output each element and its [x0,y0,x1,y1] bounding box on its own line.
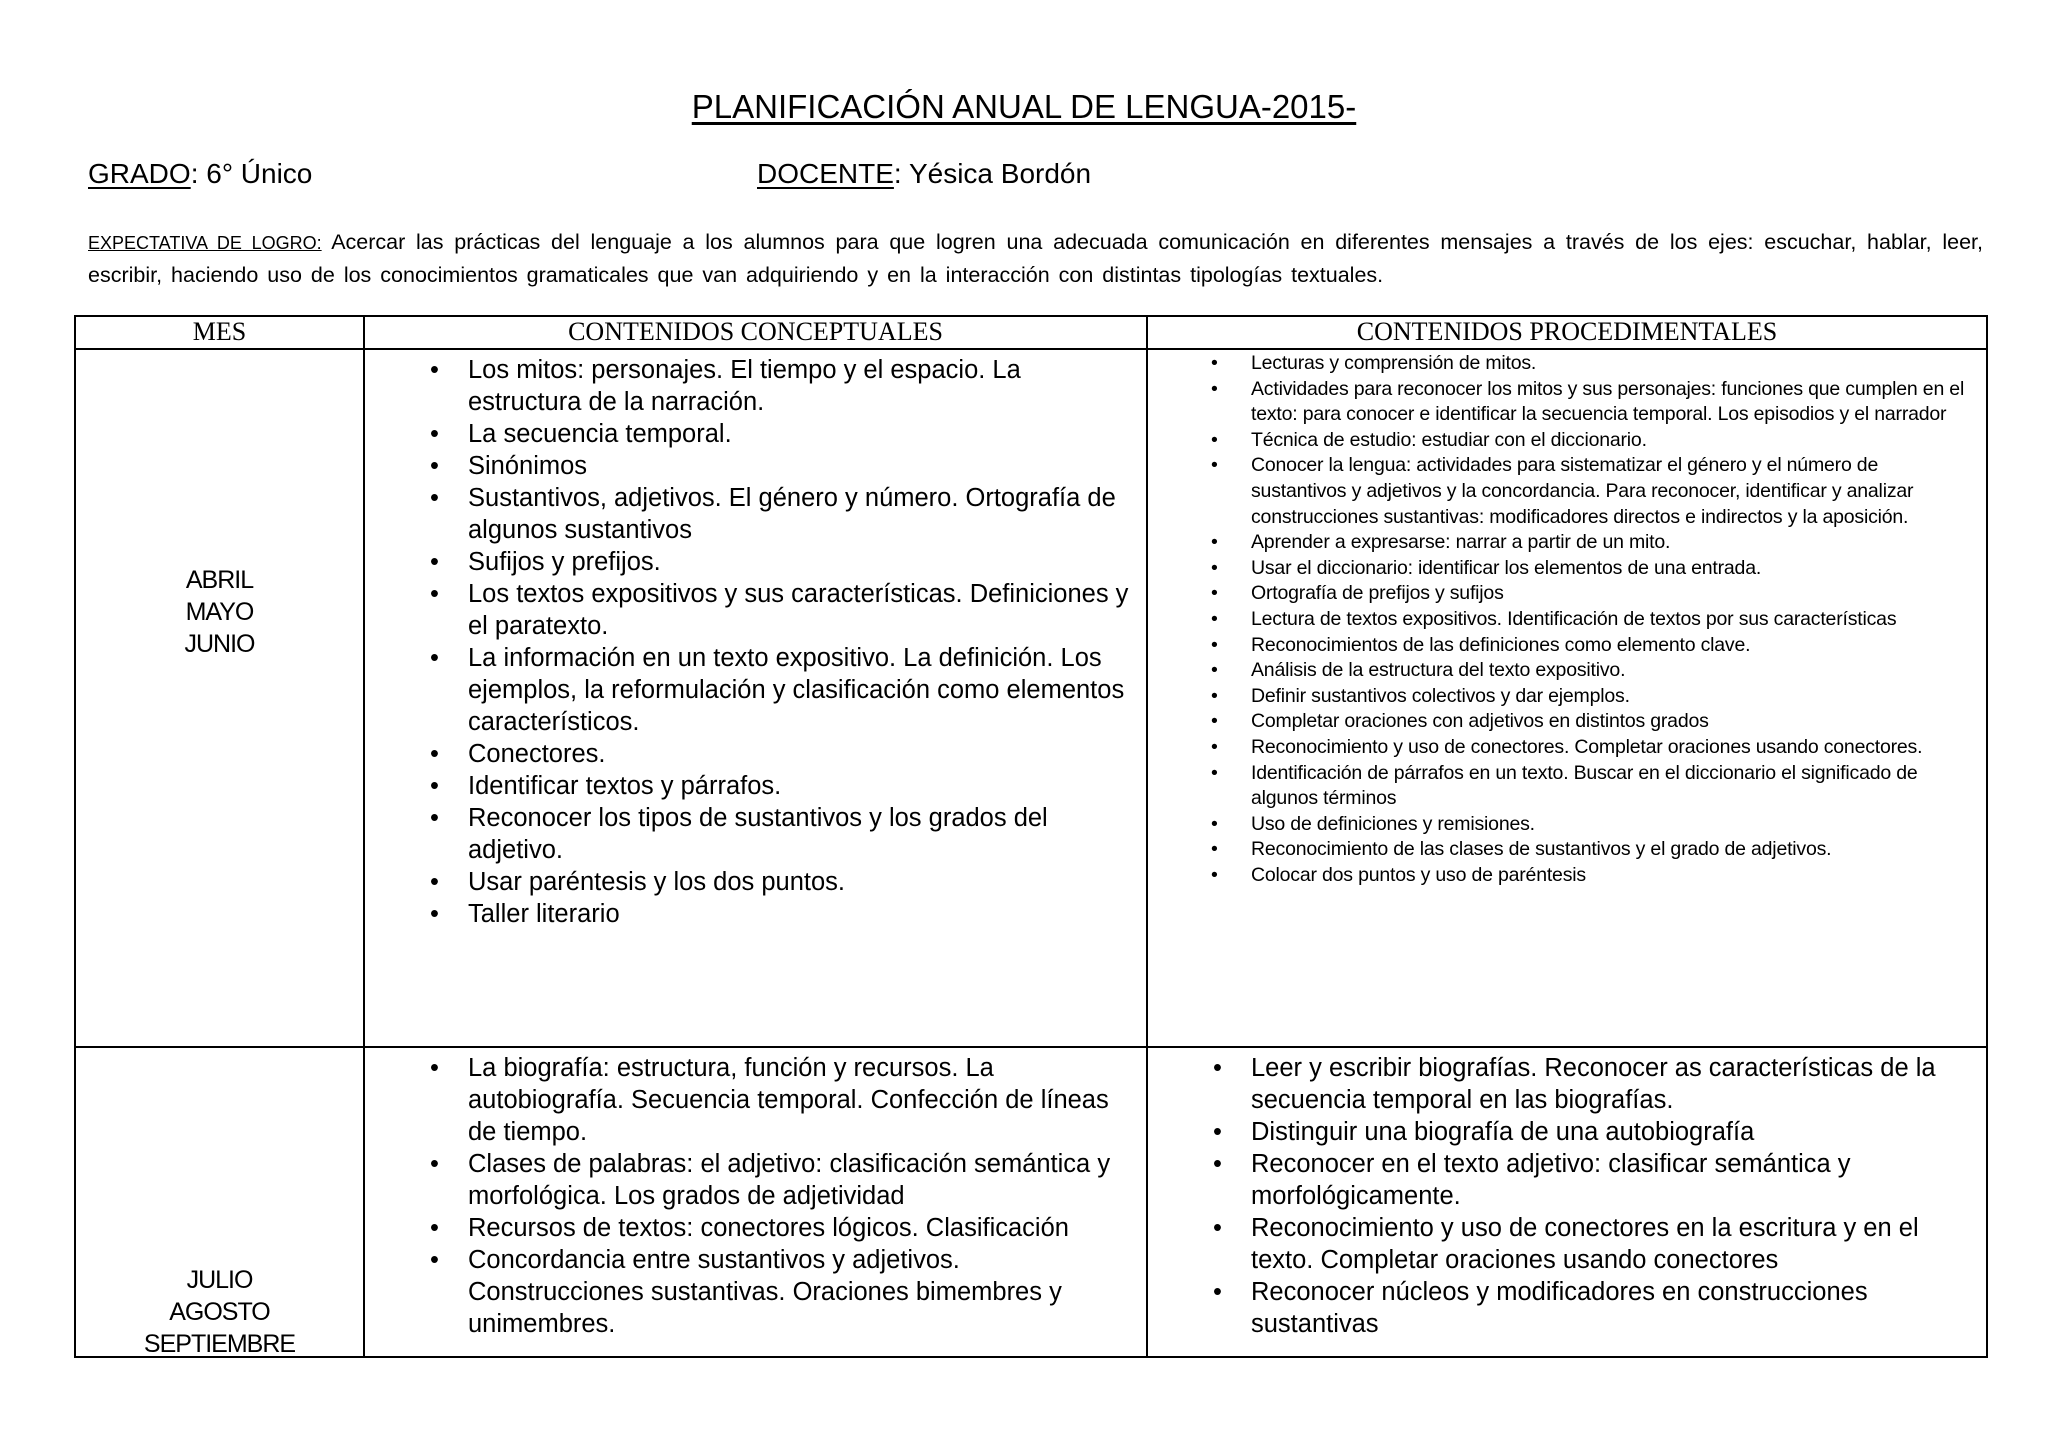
list-item: • Sufijos y prefijos. [468,546,1134,578]
month-label: MAYO [185,598,254,626]
list-item: • Reconocer en el texto adjetivo: clasificar semántica y morfológicamente. [1251,1148,1974,1212]
list-item: • Reconocer los tipos de sustantivos y los grados del adjetivo. [468,802,1134,866]
list-item: • Recursos de textos: conectores lógicos. Clasificación [468,1212,1134,1244]
list-item: • Aprender a expresarse: narrar a partir de un mito. [1251,530,1978,556]
list-item: • Reconocimiento y uso de conectores. Completar oraciones usando conectores. [1251,735,1978,761]
header-procedimentales: CONTENIDOS PROCEDIMENTALES [1147,316,1987,349]
conceptuales-cell [364,1047,1147,1357]
list-item: • Conocer la lengua: actividades para sistematizar el género y el número de sustantivos y adjetivos y la concordancia. Para reconocer, identificar y analizar construcciones sustantivas: modificadores directos e indirectos y la aposición. [1251,453,1978,530]
list-item: • Colocar dos puntos y uso de paréntesis [1251,863,1978,889]
list-item: • Usar el diccionario: identificar los elementos de una entrada. [1251,556,1978,582]
list-item: • Análisis de la estructura del texto expositivo. [1251,658,1978,684]
list-item: • Completar oraciones con adjetivos en distintos grados [1251,709,1978,735]
list-item: • Sustantivos, adjetivos. El género y número. Ortografía de algunos sustantivos [468,482,1134,546]
page-title: PLANIFICACIÓN ANUAL DE LENGUA-2015- [691,88,1357,125]
expectativa-text: Acercar las prácticas del lenguaje a los alumnos para que logren una adecuada comunicación en diferentes mensajes a través de los ejes: escuchar, hablar, leer, escribir, haciendo uso de los conocimientos gramaticales que van adquiriendo y en la interacción con distintas tipologías textuales. [88,230,1983,287]
month-cell [75,349,364,1047]
header-mes: MES [75,316,364,349]
list-item: • Reconocimiento de las clases de sustantivos y el grado de adjetivos. [1251,837,1978,863]
grado-field [88,158,312,190]
conceptuales-cell [364,349,1147,1047]
month-cell [75,1047,364,1357]
table-row [75,349,1987,1047]
list-item: • Técnica de estudio: estudiar con el diccionario. [1251,428,1978,454]
month-label: JULIO [186,1266,253,1294]
grado-value: : 6° Único [190,158,313,189]
list-item: • Ortografía de prefijos y sufijos [1251,581,1978,607]
procedimentales-cell [1147,1047,1987,1357]
docente-label: DOCENTE [757,158,894,189]
planning-table [74,315,1988,1358]
list-item: • Taller literario [468,898,1134,930]
docente-value: : Yésica Bordón [893,158,1092,189]
month-label: SEPTIEMBRE [143,1330,296,1358]
list-item: • La información en un texto expositivo. La definición. Los ejemplos, la reformulación y clasificación como elementos característicos. [468,642,1134,738]
list-item: • La biografía: estructura, función y recursos. La autobiografía. Secuencia temporal. Confección de líneas de tiempo. [468,1052,1134,1148]
list-item: • Clases de palabras: el adjetivo: clasificación semántica y morfológica. Los grados de adjetividad [468,1148,1134,1212]
header-conceptuales: CONTENIDOS CONCEPTUALES [364,316,1147,349]
list-item: • Identificación de párrafos en un texto. Buscar en el diccionario el significado de algunos términos [1251,761,1978,812]
list-item: • La secuencia temporal. [468,418,1134,450]
list-item: • Actividades para reconocer los mitos y sus personajes: funciones que cumplen en el texto: para conocer e identificar la secuencia temporal. Los episodios y el narrador [1251,377,1978,428]
list-item: • Usar paréntesis y los dos puntos. [468,866,1134,898]
list-item: • Los mitos: personajes. El tiempo y el espacio. La estructura de la narración. [468,354,1134,418]
list-item: • Reconocer núcleos y modificadores en construcciones sustantivas [1251,1276,1974,1340]
list-item: • Sinónimos [468,450,1134,482]
list-item: • Reconocimiento y uso de conectores en la escritura y en el texto. Completar oraciones usando conectores [1251,1212,1974,1276]
procedimentales-cell [1147,349,1987,1047]
expectativa-label: EXPECTATIVA DE LOGRO: [88,233,322,253]
list-item: • Definir sustantivos colectivos y dar ejemplos. [1251,684,1978,710]
docente-field [757,158,1091,190]
list-item: • Reconocimientos de las definiciones como elemento clave. [1251,633,1978,659]
table-row [75,1047,1987,1357]
list-item: • Uso de definiciones y remisiones. [1251,812,1978,838]
expectativa-paragraph [88,226,1983,291]
list-item: • Los textos expositivos y sus características. Definiciones y el paratexto. [468,578,1134,642]
list-item: • Concordancia entre sustantivos y adjetivos. Construcciones sustantivas. Oraciones bimembres y unimembres. [468,1244,1134,1340]
list-item: • Lectura de textos expositivos. Identificación de textos por sus características [1251,607,1978,633]
month-label: ABRIL [185,566,254,594]
table-header-row [75,316,1987,349]
list-item: • Leer y escribir biografías. Reconocer as características de la secuencia temporal en las biografías. [1251,1052,1974,1116]
list-item: • Lecturas y comprensión de mitos. [1251,351,1978,377]
list-item: • Conectores. [468,738,1134,770]
month-label: JUNIO [184,630,255,658]
month-label: AGOSTO [169,1298,270,1326]
list-item: • Identificar textos y párrafos. [468,770,1134,802]
grado-label: GRADO [88,158,191,189]
list-item: • Distinguir una biografía de una autobiografía [1251,1116,1974,1148]
